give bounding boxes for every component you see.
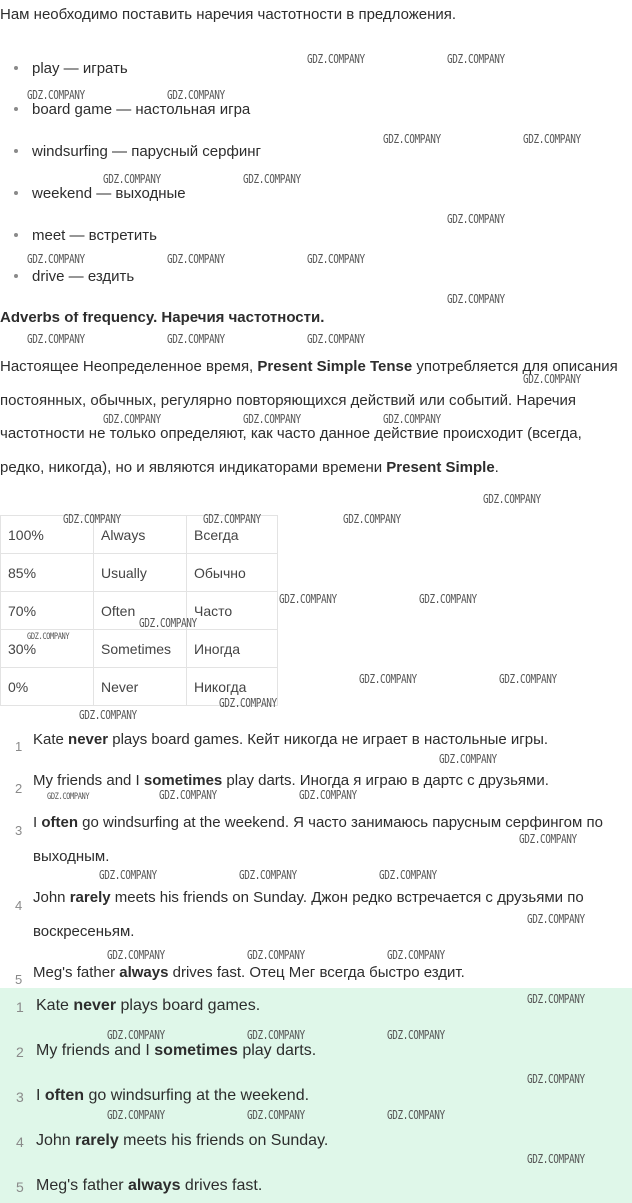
watermark: GDZ.COMPANY bbox=[219, 696, 277, 710]
watermark: GDZ.COMPANY bbox=[387, 1108, 445, 1122]
adverb-bold: often bbox=[41, 814, 79, 831]
adverb-cell: Never bbox=[94, 668, 187, 706]
table-row bbox=[1, 554, 278, 592]
watermark: GDZ.COMPANY bbox=[527, 1072, 585, 1086]
translation-cell: Часто bbox=[187, 592, 278, 630]
list-item bbox=[14, 185, 186, 202]
answer-text bbox=[36, 1042, 316, 1060]
watermark: GDZ.COMPANY bbox=[167, 88, 225, 102]
text-part: Kate bbox=[36, 997, 74, 1014]
watermark: GDZ.COMPANY bbox=[383, 132, 441, 146]
watermark: GDZ.COMPANY bbox=[99, 868, 157, 882]
watermark: GDZ.COMPANY bbox=[103, 172, 161, 186]
adverb-bold: often bbox=[44, 1087, 84, 1104]
adverb-cell: Often bbox=[94, 592, 187, 630]
text-part: play darts. bbox=[237, 1042, 317, 1059]
list-item bbox=[14, 227, 157, 244]
text-part: go windsurfing at the weekend. Я часто занимаюсь парусным серфингом по выходным. bbox=[33, 814, 603, 865]
answer-text bbox=[36, 1087, 309, 1105]
watermark: GDZ.COMPANY bbox=[107, 1108, 165, 1122]
vocab-text: meet — встретить bbox=[32, 227, 157, 244]
vocab-text: drive — ездить bbox=[32, 268, 135, 285]
text-part: Meg's father bbox=[33, 964, 120, 981]
text-part: drives fast. Отец Мег всегда быстро ездит. bbox=[168, 964, 465, 981]
translation-cell: Обычно bbox=[187, 554, 278, 592]
list-item bbox=[14, 268, 134, 285]
percent-cell: 0% bbox=[1, 668, 94, 706]
watermark: GDZ.COMPANY bbox=[159, 788, 217, 802]
bullet-icon bbox=[14, 107, 18, 111]
watermark: GDZ.COMPANY bbox=[279, 592, 337, 606]
percent-cell: 70% bbox=[1, 592, 94, 630]
watermark: GDZ.COMPANY bbox=[243, 412, 301, 426]
watermark: GDZ.COMPANY bbox=[47, 792, 90, 802]
watermark: GDZ.COMPANY bbox=[383, 412, 441, 426]
vocab-text: play — играть bbox=[32, 60, 128, 77]
watermark: GDZ.COMPANY bbox=[27, 88, 85, 102]
watermark: GDZ.COMPANY bbox=[79, 708, 137, 722]
adverb-bold: rarely bbox=[75, 1132, 119, 1149]
text-part: meets his friends on Sunday. bbox=[118, 1132, 329, 1149]
watermark: GDZ.COMPANY bbox=[203, 512, 261, 526]
watermark: GDZ.COMPANY bbox=[447, 212, 505, 226]
text-part: John bbox=[36, 1132, 76, 1149]
para-bold: Present Simple bbox=[386, 458, 495, 476]
text-part: I bbox=[36, 1087, 45, 1104]
watermark: GDZ.COMPANY bbox=[387, 948, 445, 962]
vocab-text: board game — настольная игра bbox=[32, 101, 251, 118]
section-heading bbox=[0, 312, 324, 330]
item-number: 3 bbox=[16, 1089, 24, 1105]
watermark: GDZ.COMPANY bbox=[359, 672, 417, 686]
bullet-icon bbox=[14, 274, 18, 278]
answer-text bbox=[36, 997, 260, 1015]
item-number: 2 bbox=[16, 1044, 24, 1060]
item-number: 5 bbox=[16, 1179, 24, 1195]
para-text: . bbox=[494, 458, 499, 476]
bullet-icon bbox=[14, 66, 18, 70]
heading-text: Adverbs of frequency. Наречия частотности. bbox=[0, 312, 325, 326]
watermark: GDZ.COMPANY bbox=[419, 592, 477, 606]
watermark: GDZ.COMPANY bbox=[167, 252, 225, 266]
item-number: 5 bbox=[15, 972, 23, 987]
watermark: GDZ.COMPANY bbox=[139, 616, 197, 630]
translation-cell: Всегда bbox=[187, 516, 278, 554]
text-part: go windsurfing at the weekend. bbox=[84, 1087, 310, 1104]
intro-text: Нам необходимо поставить наречия частотности в предложения. bbox=[0, 6, 457, 23]
bullet-icon bbox=[14, 191, 18, 195]
item-number: 2 bbox=[15, 781, 23, 796]
watermark: GDZ.COMPANY bbox=[527, 912, 585, 926]
watermark: GDZ.COMPANY bbox=[247, 1108, 305, 1122]
watermark: GDZ.COMPANY bbox=[299, 788, 357, 802]
watermark: GDZ.COMPANY bbox=[63, 512, 121, 526]
text-part: My friends and I bbox=[36, 1042, 155, 1059]
watermark: GDZ.COMPANY bbox=[307, 252, 365, 266]
para-text: Настоящее Неопределенное время, bbox=[0, 358, 258, 375]
item-number: 3 bbox=[15, 823, 23, 838]
adverb-bold: sometimes bbox=[154, 1042, 238, 1059]
item-number: 1 bbox=[15, 739, 23, 754]
text-part: Meg's father bbox=[36, 1177, 128, 1194]
adverb-cell: Usually bbox=[94, 554, 187, 592]
watermark: GDZ.COMPANY bbox=[387, 1028, 445, 1042]
watermark: GDZ.COMPANY bbox=[527, 1152, 585, 1166]
example-text bbox=[33, 723, 623, 757]
watermark: GDZ.COMPANY bbox=[103, 412, 161, 426]
watermark: GDZ.COMPANY bbox=[27, 252, 85, 266]
para-text: употребляется для описания постоянных, обычных, регулярно повторяющихся действий или событий. Наречия частотности не только определяют, как часто данное действие происходит (всегда, редко, никогда), но и являются индикаторами времени bbox=[0, 358, 618, 476]
watermark: GDZ.COMPANY bbox=[167, 332, 225, 346]
adverb-cell: Always bbox=[94, 516, 187, 554]
text-part: plays board games. Кейт никогда не играет в настольные игры. bbox=[108, 731, 549, 748]
watermark: GDZ.COMPANY bbox=[247, 948, 305, 962]
watermark: GDZ.COMPANY bbox=[107, 948, 165, 962]
watermark: GDZ.COMPANY bbox=[243, 172, 301, 186]
adverb-cell: Sometimes bbox=[94, 630, 187, 668]
item-number: 1 bbox=[16, 999, 24, 1015]
watermark: GDZ.COMPANY bbox=[27, 632, 70, 642]
item-number: 4 bbox=[15, 898, 23, 913]
watermark: GDZ.COMPANY bbox=[523, 372, 581, 386]
watermark: GDZ.COMPANY bbox=[307, 52, 365, 66]
percent-cell: 100% bbox=[1, 516, 94, 554]
translation-cell: Иногда bbox=[187, 630, 278, 668]
watermark: GDZ.COMPANY bbox=[343, 512, 401, 526]
adverb-bold: sometimes bbox=[143, 772, 223, 789]
watermark: GDZ.COMPANY bbox=[499, 672, 557, 686]
text-part: drives fast. bbox=[180, 1177, 263, 1194]
list-item bbox=[14, 143, 261, 160]
watermark: GDZ.COMPANY bbox=[27, 332, 85, 346]
text-part: play darts. Иногда я играю в дартс с друзьями. bbox=[222, 772, 549, 789]
watermark: GDZ.COMPANY bbox=[519, 832, 577, 846]
watermark: GDZ.COMPANY bbox=[447, 292, 505, 306]
vocab-text: weekend — выходные bbox=[32, 185, 186, 202]
watermark: GDZ.COMPANY bbox=[523, 132, 581, 146]
vocab-text: windsurfing — парусный серфинг bbox=[32, 143, 261, 160]
text-part: plays board games. bbox=[116, 997, 261, 1014]
watermark: GDZ.COMPANY bbox=[483, 492, 541, 506]
list-item bbox=[14, 60, 128, 77]
watermark: GDZ.COMPANY bbox=[379, 868, 437, 882]
item-number: 4 bbox=[16, 1134, 24, 1150]
frequency-table bbox=[0, 515, 278, 706]
watermark: GDZ.COMPANY bbox=[439, 752, 497, 766]
text-part: Kate bbox=[33, 731, 69, 748]
percent-cell: 85% bbox=[1, 554, 94, 592]
watermark: GDZ.COMPANY bbox=[527, 992, 585, 1006]
percent-cell: 30% bbox=[1, 630, 94, 668]
answer-text bbox=[36, 1132, 328, 1150]
para-bold: Present Simple Tense bbox=[257, 358, 413, 375]
watermark: GDZ.COMPANY bbox=[247, 1028, 305, 1042]
adverb-bold: always bbox=[119, 964, 169, 981]
watermark: GDZ.COMPANY bbox=[107, 1028, 165, 1042]
grammar-paragraph bbox=[0, 350, 624, 484]
text-part: John bbox=[33, 889, 70, 906]
watermark: GDZ.COMPANY bbox=[307, 332, 365, 346]
adverb-bold: never bbox=[68, 731, 109, 748]
bullet-icon bbox=[14, 233, 18, 237]
bullet-icon bbox=[14, 149, 18, 153]
answer-text bbox=[36, 1177, 262, 1195]
text-part: meets his friends on Sunday. Джон редко встречается с друзьями по воскресеньям. bbox=[33, 889, 584, 940]
translation-cell: Никогда bbox=[187, 668, 278, 706]
watermark: GDZ.COMPANY bbox=[447, 52, 505, 66]
text-part: I bbox=[33, 814, 42, 831]
adverb-bold: never bbox=[73, 997, 117, 1014]
adverb-bold: always bbox=[127, 1177, 181, 1194]
list-item bbox=[14, 101, 250, 118]
adverb-bold: rarely bbox=[69, 889, 111, 906]
watermark: GDZ.COMPANY bbox=[239, 868, 297, 882]
text-part: My friends and I bbox=[33, 772, 144, 789]
